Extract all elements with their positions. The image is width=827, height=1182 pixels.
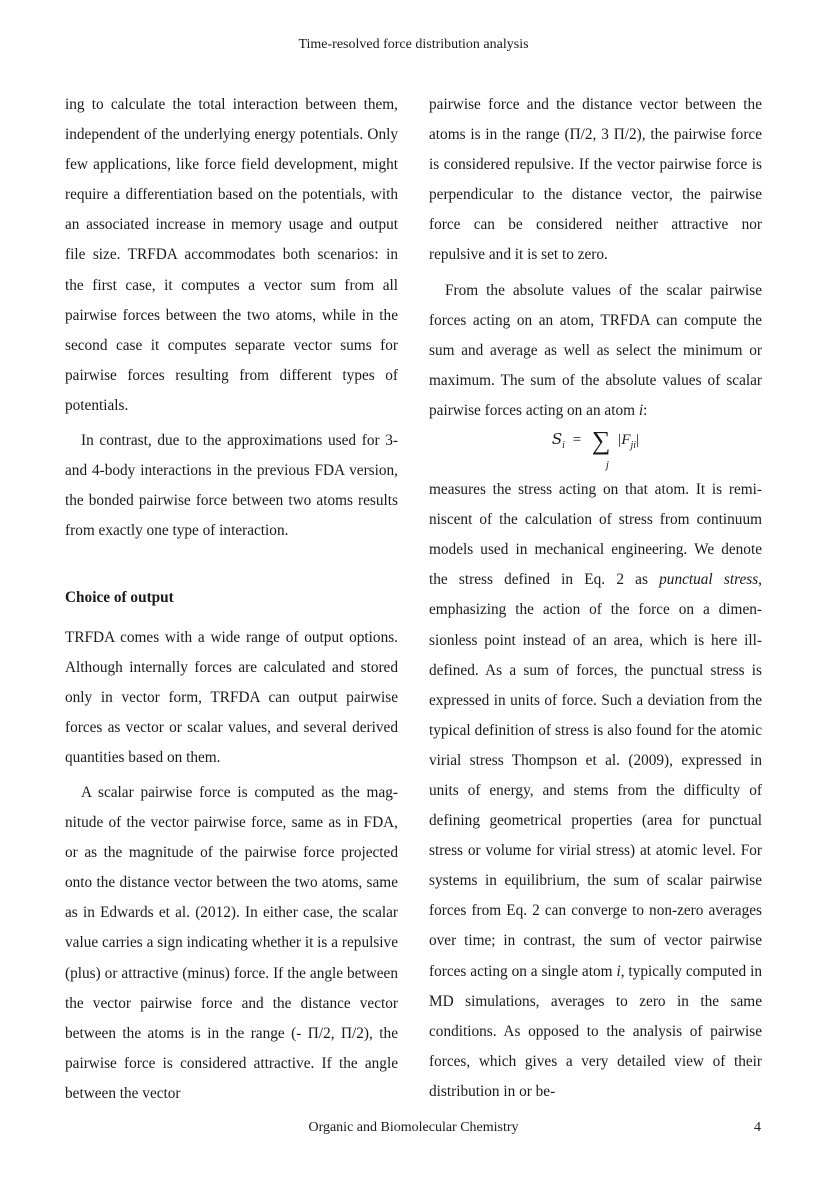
equation: $S_i$ = ∑ j $|F_{ji}|$ (429, 429, 762, 471)
journal-footer: Organic and Biomolecular Chemistry (308, 1120, 519, 1135)
right-column (429, 90, 762, 1107)
page-number: 4 (754, 1120, 761, 1135)
section-heading: Choice of output (65, 589, 174, 607)
summation-symbol: ∑ (591, 426, 611, 456)
paragraph: measures the stress acting on that atom. It is reminiscent of the calculation of stress from continuum models used in mechanical engineering. We denote the stress defined in Eq. 2 as punctual stress, emphasizing the action of the force on a dimensionless point instead of an area, which is here ill-defined. As a sum of forces, the punctual stress is expressed in units of force. Such a deviation from the typical definition of stress is also found for the atomic virial stress Thompson et al. (2009), expressed in units of energy, and stems from the difficulty of defining geometrical properties (area for punctual stress or volume for virial stress) at atomic level. For systems in equilibrium, the sum of scalar pairwise forces from Eq. 2 can converge to non-zero averages over time; in contrast, the sum of vector pairwise forces acting on a single atom i, typically computed in MD simulations, averages to zero in the same conditions. As opposed to the analysis of pairwise forces, which gives a very detailed view of their distribution in or be- (429, 481, 762, 1100)
paragraph: pairwise force and the distance vector between the atoms is in the range (Π/2, 3 Π/2), the pairwise force is considered repulsive. If the vector pairwise force is perpendicular to the distance vector, the pairwise force can be considered neither attractive nor repulsive and it is set to zero. (429, 96, 762, 264)
running-header: Time-resolved force distribution analysis (298, 37, 529, 52)
paragraph: A scalar pairwise force is computed as the magnitude of the vector pairwise force, same as in FDA, or as the magnitude of the pairwise force projected onto the distance vector between the two atoms, same as in Edwards et al. (2012). In either case, the scalar value carries a sign indicating whether it is a repulsive (plus) or attractive (minus) force. If the angle between the vector pairwise force and the distance vector between the atoms is in the range (- Π/2, Π/2), the pairwise force is considered attractive. If the angle between the vector (65, 783, 398, 1102)
left-column (65, 90, 398, 1109)
paragraph: ing to calculate the total interaction between them, independent of the underlying energy potentials. Only few applications, like force field development, might require a differentiation based on the potentials, with an associated increase in memory usage and output file size. TRFDA accommodates both scenarios: in the first case, it computes a vector sum from all pairwise forces between the two atoms, while in the second case it computes separate vector sums for pairwise forces resulting from different types of potentials. (65, 96, 398, 414)
paragraph: TRFDA comes with a wide range of output options. Although internally forces are calculated and stored only in vector form, TRFDA can output pairwise forces as vector or scalar values, and several derived quantities based on them. (65, 628, 398, 766)
summation-index: j (605, 459, 609, 472)
paragraph: In contrast, due to the approximations used for 3- and 4-body interactions in the previous FDA version, the bonded pairwise force between two atoms results from exactly one type of interaction. (65, 432, 398, 540)
paragraph: From the absolute values of the scalar pairwise forces acting on an atom, TRFDA can compute the sum and average as well as select the minimum or maximum. The sum of the absolute values of scalar pairwise forces acting on an atom i: (429, 281, 762, 419)
